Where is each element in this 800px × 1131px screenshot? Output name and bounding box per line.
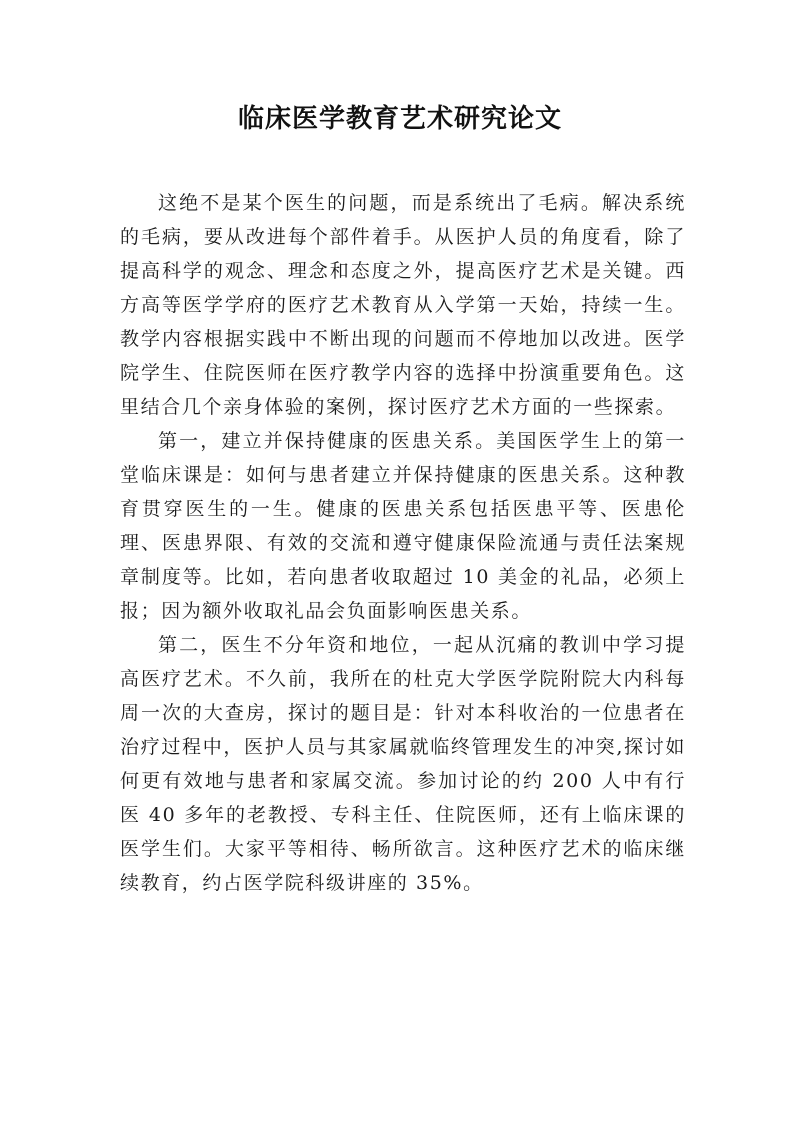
- paragraph-3: 第二，医生不分年资和地位，一起从沉痛的教训中学习提高医疗艺术。不久前，我所在的杜克大学医学院附院大内科每周一次的大查房，探讨的题目是：针对本科收治的一位患者在治疗过程中，医护人员与其家属就临终管理发生的冲突,探讨如何更有效地与患者和家属交流。参加讨论的约 200 人中有行医 40 多年的老教授、专科主任、住院医师，还有上临床课的医学生们。大家平等相待、畅所欲言。这种医疗艺术的临床继续教育，约占医学院科级讲座的 35%。: [120, 634, 686, 894]
- paragraph-1: 这绝不是某个医生的问题，而是系统出了毛病。解决系统的毛病，要从改进每个部件着手。从医护人员的角度看，除了提高科学的观念、理念和态度之外，提高医疗艺术是关键。西方高等医学学府的医疗艺术教育从入学第一天始，持续一生。教学内容根据实践中不断出现的问题而不停地加以改进。医学院学生、住院医师在医疗教学内容的选择中扮演重要角色。这里结合几个亲身体验的案例，探讨医疗艺术方面的一些探索。: [120, 192, 686, 418]
- document-title: 临床医学教育艺术研究论文: [237, 104, 562, 134]
- document-body: [120, 186, 686, 900]
- paragraph-2: 第一，建立并保持健康的医患关系。美国医学生上的第一堂临床课是：如何与患者建立并保持健康的医患关系。这种教育贯穿医生的一生。健康的医患关系包括医患平等、医患伦理、医患界限、有效的交流和遵守健康保险流通与责任法案规章制度等。比如，若向患者收取超过 10 美金的礼品，必须上报；因为额外收取礼品会负面影响医患关系。: [120, 430, 686, 622]
